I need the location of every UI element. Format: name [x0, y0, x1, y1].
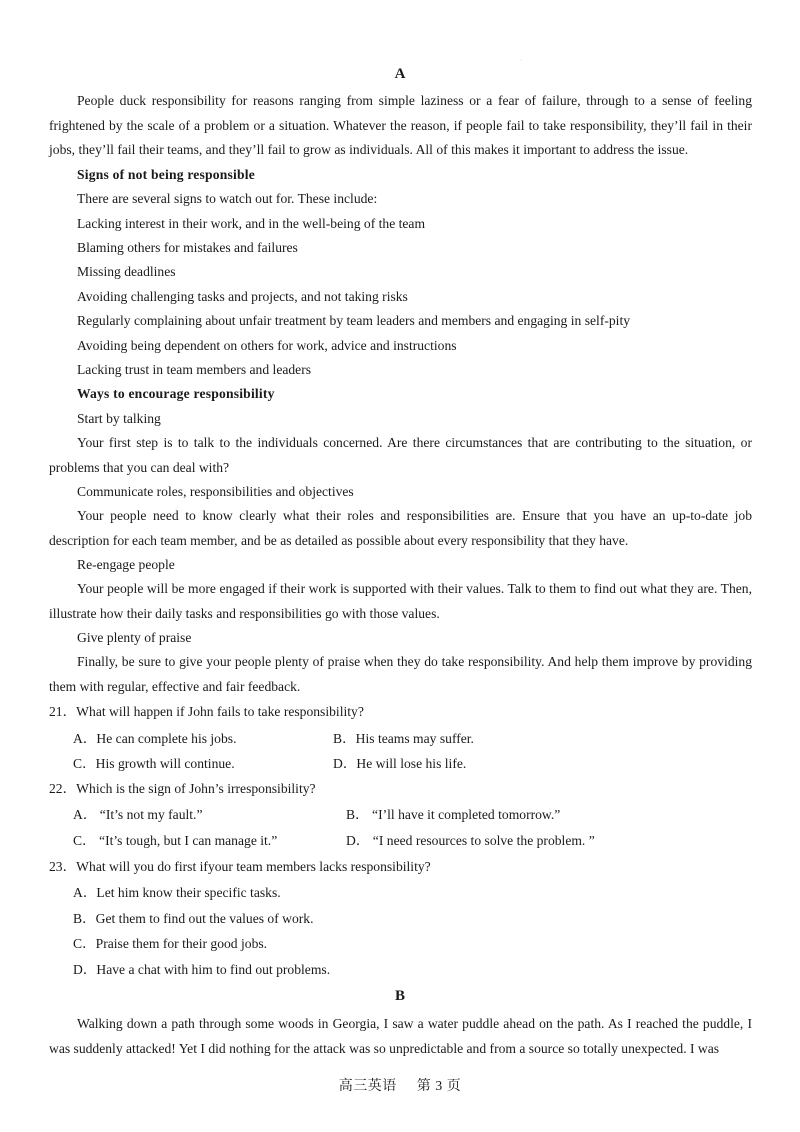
footer-subject: 高三英语	[338, 1079, 397, 1094]
way-title: Re-engage people	[77, 557, 175, 572]
answer-option[interactable]: A． “It’s not my fault.”	[73, 807, 203, 822]
answer-option[interactable]: D． “I need resources to solve the problem. ”	[346, 833, 595, 848]
answer-option[interactable]: C．His growth will continue.	[73, 756, 235, 771]
way-paragraph	[49, 577, 752, 626]
sign-item: Avoiding being dependent on others for work, advice and instructions	[77, 338, 457, 353]
sign-item: Missing deadlines	[77, 264, 176, 279]
answer-option[interactable]: D．He will lose his life.	[333, 756, 467, 771]
answer-option[interactable]: A．He can complete his jobs.	[73, 731, 237, 746]
sign-item: Regularly complaining about unfair treatment by team leaders and members and engaging in self-pity	[77, 313, 631, 328]
question-stem: 23．What will you do first ifyour team members lacks responsibility?	[49, 859, 431, 874]
way-paragraph	[49, 504, 752, 553]
paragraph-text: Your people need to know clearly what their roles and responsibilities are. Ensure that you have an up-to-date job description for each team member, and be as detailed as possible about every responsibility that they have.	[49, 508, 752, 548]
footer-page-number: 第 3 页	[416, 1079, 462, 1094]
answer-option[interactable]: B．His teams may suffer.	[333, 731, 474, 746]
paragraph-text: Walking down a path through some woods in Georgia, I saw a water puddle ahead on the path. As I reached the puddle, I was suddenly attacked! Yet I did nothing for the attack was so unpredictable and from a source so totally unexpected. I was	[49, 1016, 752, 1056]
page-footer	[0, 1075, 800, 1095]
scan-mark: ·	[520, 58, 522, 64]
sign-item: Lacking interest in their work, and in the well-being of the team	[77, 216, 426, 231]
sign-item: Lacking trust in team members and leaders	[77, 362, 312, 377]
sign-item: Blaming others for mistakes and failures	[77, 240, 298, 255]
paragraph-text: Finally, be sure to give your people plenty of praise when they do take responsibility. And help them improve by providing them with regular, effective and fair feedback.	[49, 654, 752, 694]
ways-heading: Ways to encourage responsibility	[77, 386, 275, 401]
section-b-heading: B	[394, 988, 405, 1004]
way-title: Communicate roles, responsibilities and objectives	[77, 484, 354, 499]
sign-item: Avoiding challenging tasks and projects, and not taking risks	[77, 289, 408, 304]
answer-option[interactable]: C． “It’s tough, but I can manage it.”	[73, 833, 278, 848]
section-a-heading: A	[394, 66, 406, 82]
way-title: Give plenty of praise	[77, 630, 192, 645]
paragraph-text: People duck responsibility for reasons ranging from simple laziness or a fear of failure, through to a sense of feeling frightened by the scale of a problem or a situation. Whatever the reason, if people fail to take responsibility, they’ll fail in their jobs, they’ll fail their teams, and they’ll fail to grow as individuals. All of this makes it important to address the issue.	[49, 93, 752, 157]
way-paragraph	[49, 431, 752, 480]
paragraph-text: Your first step is to talk to the individuals concerned. Are there circumstances that are contributing to the situation, or problems that you can deal with?	[49, 435, 752, 475]
section-a-intro-paragraph	[49, 89, 752, 163]
paragraph-text: Your people will be more engaged if their work is supported with their values. Talk to them to find out what they are. Then, illustrate how their daily tasks and responsibilities go with those values.	[49, 581, 752, 621]
answer-option[interactable]: B．Get them to find out the values of work.	[73, 911, 314, 926]
way-paragraph	[49, 650, 752, 699]
section-b-paragraph	[49, 1012, 752, 1061]
signs-heading: Signs of not being responsible	[77, 167, 255, 182]
way-title: Start by talking	[77, 411, 161, 426]
question-stem: 22．Which is the sign of John’s irresponsibility?	[49, 781, 316, 796]
answer-option[interactable]: D．Have a chat with him to find out problems.	[73, 962, 331, 977]
answer-option[interactable]: B． “I’ll have it completed tomorrow.”	[346, 807, 561, 822]
question-stem: 21．What will happen if John fails to take responsibility?	[49, 704, 364, 719]
answer-option[interactable]: A．Let him know their specific tasks.	[73, 885, 281, 900]
signs-intro: There are several signs to watch out for. These include:	[77, 191, 378, 206]
answer-option[interactable]: C．Praise them for their good jobs.	[73, 936, 268, 951]
